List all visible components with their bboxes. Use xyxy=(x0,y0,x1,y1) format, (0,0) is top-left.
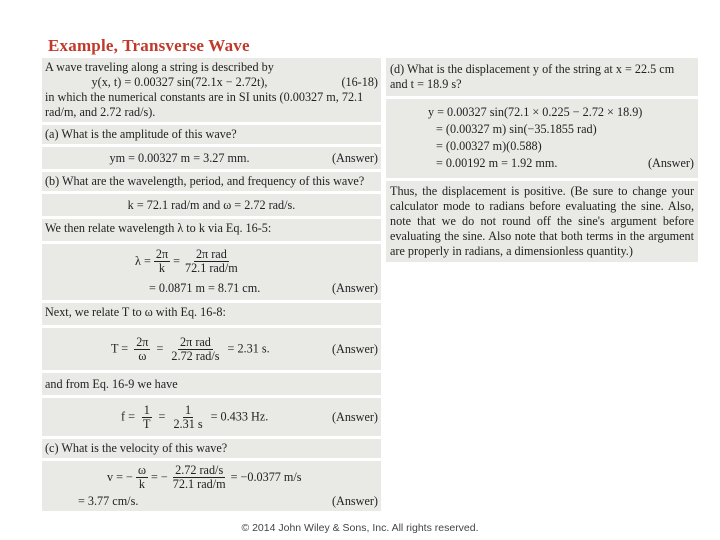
relate-lambda-text: We then relate wavelength λ to k via Eq. 16-5: xyxy=(42,219,381,241)
f-f1-den: T xyxy=(143,416,151,431)
relate-f-text: and from Eq. 16-9 we have xyxy=(42,373,381,395)
v-result: = −0.0377 m/s xyxy=(230,470,302,484)
question-c: (c) What is the velocity of this wave? xyxy=(42,439,381,458)
f-f2-den: 2.31 s xyxy=(173,416,203,431)
lambda-equation-block xyxy=(42,244,381,300)
displacement-block xyxy=(386,99,698,178)
lambda-fraction-1 xyxy=(154,248,170,275)
copyright-footer: © 2014 John Wiley & Sons, Inc. All rights reserved. xyxy=(241,522,479,534)
note-paragraph: Thus, the displacement is positive. (Be sure to change your calculator mode to radians before evaluating the sine. Also, note that we do not round off the sine's argument before evaluating the sine. Also note that both terms in the argument are properly in radians, a dimensionless quantity.) xyxy=(386,181,698,262)
T-equation xyxy=(45,336,314,363)
answer-tag-d: (Answer) xyxy=(647,156,694,170)
intro-text-2: in which the numerical constants are in SI units (0.00327 m, 72.1 rad/m, and 2.72 rad/s). xyxy=(45,90,364,119)
lambda-eq-sign: = xyxy=(173,254,180,268)
solution-right-column xyxy=(386,58,698,265)
T-lhs: T = xyxy=(111,340,129,355)
v-f2-den: 72.1 rad/m xyxy=(172,477,226,491)
f-f1-num: 1 xyxy=(143,402,150,417)
T-fraction-1 xyxy=(134,336,150,363)
answer-tag-lambda: (Answer) xyxy=(331,281,378,295)
v-lhs: v = − xyxy=(107,470,133,484)
v-fraction-1 xyxy=(136,464,148,491)
T-result: = 2.31 s. xyxy=(227,340,270,355)
answer-tag-v: (Answer) xyxy=(331,494,378,508)
lambda-lhs: λ = xyxy=(135,254,151,268)
intro-text-1: A wave traveling along a string is described by xyxy=(45,60,274,74)
velocity-result: = 3.77 cm/s. xyxy=(78,494,139,508)
displacement-line-4: = 0.00192 m = 1.92 mm. xyxy=(436,156,558,170)
displacement-line-1: y = 0.00327 sin(72.1 × 0.225 − 2.72 × 18.9) xyxy=(428,105,643,119)
intro-block xyxy=(42,58,381,122)
relate-T-text: Next, we relate T to ω with Eq. 16-8: xyxy=(42,303,381,325)
k-omega-equation: k = 72.1 rad/m and ω = 2.72 rad/s. xyxy=(42,194,381,216)
lambda-result: = 0.0871 m = 8.71 cm. xyxy=(149,281,261,295)
lambda-equation xyxy=(45,248,378,275)
f-equation-block xyxy=(42,398,381,436)
wave-equation: y(x, t) = 0.00327 sin(72.1x − 2.72t), xyxy=(91,75,268,89)
f-eq-sign: = xyxy=(158,408,166,423)
lambda-result-row xyxy=(45,281,378,296)
question-b: (b) What are the wavelength, period, and frequency of this wave? xyxy=(42,172,381,191)
T-f1-num: 2π xyxy=(136,334,149,349)
displacement-result-row xyxy=(390,155,694,172)
f-result: = 0.433 Hz. xyxy=(210,408,269,423)
v-f2-num: 2.72 rad/s xyxy=(175,463,224,477)
T-f2-num: 2π rad xyxy=(180,334,211,349)
v-f1-num: ω xyxy=(137,463,146,477)
displacement-line-2: = (0.00327 m) sin(−35.1855 rad) xyxy=(436,122,597,136)
answer-tag-T: (Answer) xyxy=(331,341,378,356)
velocity-result-row xyxy=(45,494,378,509)
v-fraction-2 xyxy=(171,464,228,491)
question-a: (a) What is the amplitude of this wave? xyxy=(42,125,381,144)
lambda-f2-den: 72.1 rad/m xyxy=(184,261,238,275)
amplitude-equation: ym = 0.00327 m = 3.27 mm. xyxy=(109,150,250,165)
v-eq-sign: = − xyxy=(150,470,168,484)
T-f2-den: 2.72 rad/s xyxy=(171,348,220,363)
answer-a-row xyxy=(42,147,381,169)
answer-tag-f: (Answer) xyxy=(331,409,378,424)
velocity-equation xyxy=(45,464,378,491)
slide-title: Example, Transverse Wave xyxy=(48,36,250,55)
f-fraction-2 xyxy=(171,404,204,431)
displacement-line-3: = (0.00327 m)(0.588) xyxy=(436,139,542,153)
f-equation xyxy=(45,404,314,431)
lambda-f1-num: 2π xyxy=(155,247,169,261)
lambda-f2-num: 2π rad xyxy=(195,247,227,261)
velocity-equation-block xyxy=(42,461,381,511)
answer-tag-a: (Answer) xyxy=(331,150,378,165)
T-eq-sign: = xyxy=(156,340,164,355)
f-f2-num: 1 xyxy=(184,402,192,417)
question-d: (d) What is the displacement y of the string at x = 22.5 cm and t = 18.9 s? xyxy=(386,58,698,96)
f-fraction-1 xyxy=(141,404,152,431)
v-f1-den: k xyxy=(138,477,145,491)
f-lhs: f = xyxy=(121,408,135,423)
T-f1-den: ω xyxy=(138,348,147,363)
T-fraction-2 xyxy=(169,336,221,363)
lambda-f1-den: k xyxy=(158,261,166,275)
T-equation-block xyxy=(42,328,381,370)
intro-equation-row xyxy=(45,75,378,90)
equation-ref: (16-18) xyxy=(341,75,378,89)
lambda-fraction-2 xyxy=(183,248,240,275)
solution-left-column xyxy=(42,58,381,514)
